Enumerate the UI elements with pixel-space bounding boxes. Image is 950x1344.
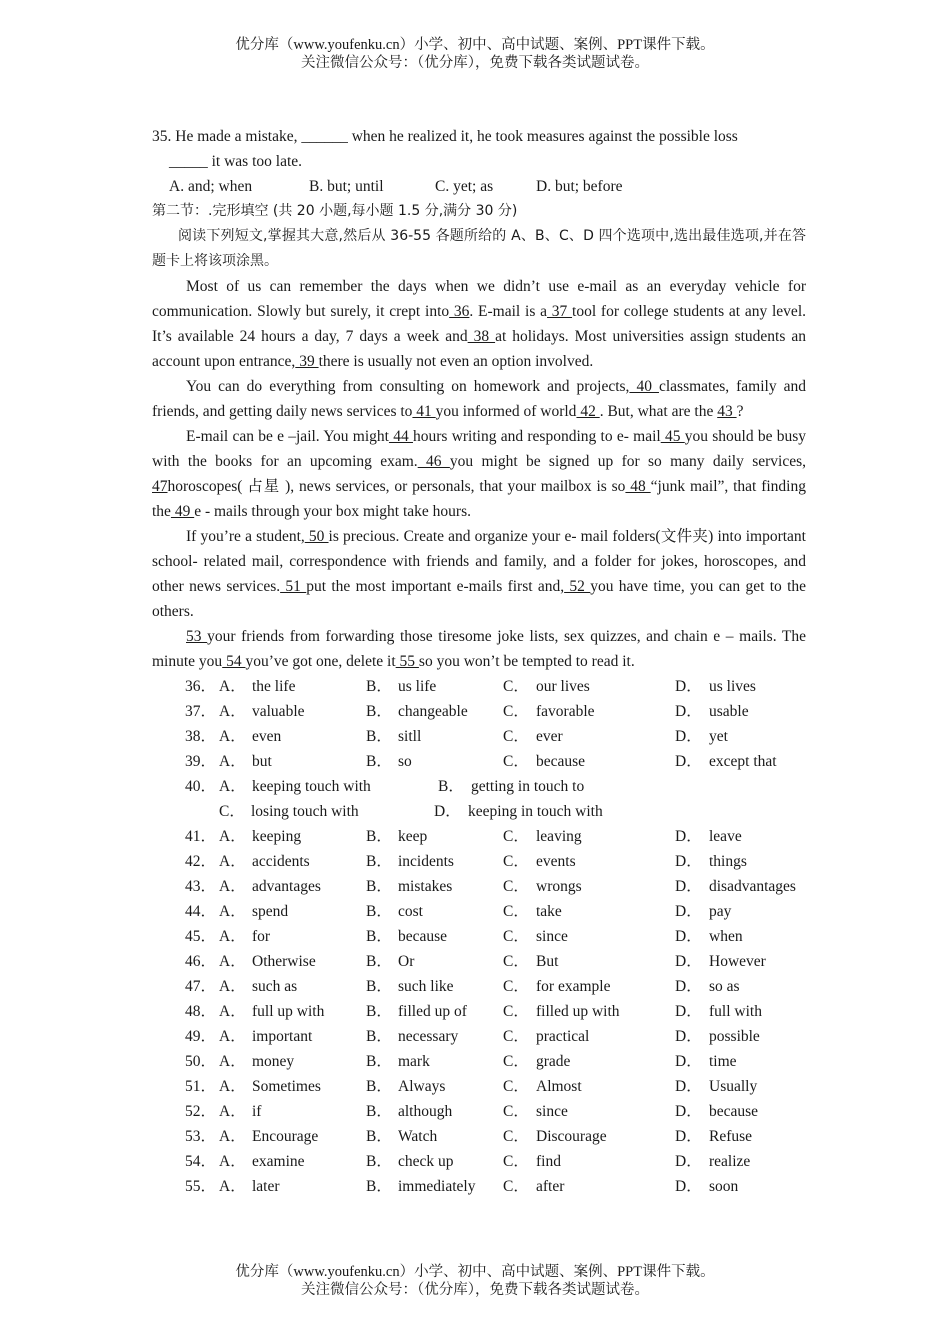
passage-text: If you’re a student, bbox=[186, 528, 305, 545]
question-number: 50． bbox=[185, 1053, 217, 1070]
option-b-text: keep bbox=[398, 828, 428, 845]
passage-text: you informed of world bbox=[435, 403, 577, 420]
option-letter: D． bbox=[675, 1153, 702, 1170]
option-letter: C． bbox=[503, 678, 529, 695]
option-letter: A． bbox=[219, 953, 246, 970]
option-d-text: usable bbox=[709, 703, 749, 720]
option-a-text: even bbox=[252, 728, 282, 745]
option-b-text: sitll bbox=[398, 728, 422, 745]
option-a-text: Sometimes bbox=[252, 1078, 321, 1095]
passage-text: classmates, family and friends, and getting daily news services to bbox=[152, 378, 807, 420]
option-a-text: money bbox=[252, 1053, 295, 1070]
question-number: 41． bbox=[185, 828, 217, 845]
question-row-38 bbox=[152, 724, 806, 749]
q35-option-b: B. but; until bbox=[309, 178, 384, 195]
option-letter: A． bbox=[219, 978, 246, 995]
blank-54: 54 bbox=[222, 653, 246, 670]
option-c-text: for example bbox=[536, 978, 611, 995]
option-b-text: incidents bbox=[398, 853, 454, 870]
blank-42: 42 bbox=[576, 403, 600, 420]
option-d-text: disadvantages bbox=[709, 878, 796, 895]
option-c-text: losing touch with bbox=[251, 803, 359, 820]
option-letter: C． bbox=[503, 1003, 529, 1020]
option-letter: C． bbox=[503, 853, 529, 870]
passage-text: there is usually not even an option involved. bbox=[318, 353, 594, 370]
option-c-text: wrongs bbox=[536, 878, 582, 895]
option-letter: B． bbox=[366, 1178, 392, 1195]
q35-option-d: D. but; before bbox=[536, 178, 623, 195]
section-instruction: 阅读下列短文,掌握其大意,然后从 36-55 各题所给的 A、B、C、D 四个选项中,选出最佳选项,并在答题卡上将该项涂黑。 bbox=[152, 228, 806, 269]
blank-55: 55 bbox=[395, 653, 419, 670]
passage-text: you should be busy with the books for an upcoming exam. bbox=[152, 428, 807, 470]
option-letter: A． bbox=[219, 853, 246, 870]
option-b-text: necessary bbox=[398, 1028, 459, 1045]
option-letter: A． bbox=[219, 1128, 246, 1145]
options-list bbox=[152, 674, 806, 1199]
option-letter: D． bbox=[675, 1178, 702, 1195]
option-b-text: so bbox=[398, 753, 412, 770]
option-b-text: immediately bbox=[398, 1178, 476, 1195]
option-letter: D． bbox=[675, 903, 702, 920]
option-a-text: spend bbox=[252, 903, 289, 920]
option-letter: D． bbox=[675, 1003, 702, 1020]
blank-52: 52 bbox=[564, 578, 591, 595]
q35-option-c: C. yet; as bbox=[435, 178, 494, 195]
option-letter: A． bbox=[219, 753, 246, 770]
option-letter: A． bbox=[219, 928, 246, 945]
option-b-text: Or bbox=[398, 953, 415, 970]
question-number: 46． bbox=[185, 953, 217, 970]
question-row-49 bbox=[152, 1024, 806, 1049]
passage-text: horoscopes( 占星 ), news services, or personals, that your mailbox is so bbox=[167, 478, 626, 495]
question-row-41 bbox=[152, 824, 806, 849]
option-letter: B． bbox=[366, 728, 392, 745]
option-a-text: such as bbox=[252, 978, 298, 995]
option-d-text: yet bbox=[709, 728, 728, 745]
option-letter: D． bbox=[675, 753, 702, 770]
option-letter: D． bbox=[675, 928, 702, 945]
option-letter: A． bbox=[219, 903, 246, 920]
blank-44: 44 bbox=[388, 428, 413, 445]
passage-text: put the most important e-mails first and, bbox=[306, 578, 565, 595]
option-a-text: valuable bbox=[252, 703, 305, 720]
question-35-stem-line1: 35. He made a mistake, ______ when he realized it, he took measures against the possible loss bbox=[152, 128, 738, 145]
option-c-text: find bbox=[536, 1153, 561, 1170]
option-d-text: us lives bbox=[709, 678, 756, 695]
question-row-54 bbox=[152, 1149, 806, 1174]
question-35-options bbox=[152, 174, 806, 199]
option-d-text: Refuse bbox=[709, 1128, 753, 1145]
option-letter: B． bbox=[366, 678, 392, 695]
option-letter: B． bbox=[366, 828, 392, 845]
option-letter: C． bbox=[503, 1153, 529, 1170]
option-letter: A． bbox=[219, 1028, 246, 1045]
passage-text: at holidays. Most universities assign students an account upon entrance, bbox=[152, 328, 806, 370]
question-row-51 bbox=[152, 1074, 806, 1099]
question-row-37 bbox=[152, 699, 806, 724]
blank-50: 50 bbox=[304, 528, 329, 545]
option-d-text: so as bbox=[709, 978, 740, 995]
option-c-text: ever bbox=[536, 728, 563, 745]
option-c-text: our lives bbox=[536, 678, 590, 695]
option-d-text: except that bbox=[709, 753, 777, 770]
question-row-43 bbox=[152, 874, 806, 899]
option-letter: C． bbox=[503, 703, 529, 720]
question-number: 49． bbox=[185, 1028, 217, 1045]
option-letter: C． bbox=[503, 1078, 529, 1095]
option-a-text: if bbox=[252, 1103, 262, 1120]
question-row-39 bbox=[152, 749, 806, 774]
option-letter: C． bbox=[219, 803, 245, 820]
footer-line-2: 关注微信公众号：（优分库），免费下载各类试题试卷。 bbox=[301, 1282, 649, 1298]
option-letter: C． bbox=[503, 978, 529, 995]
option-d-text: keeping in touch with bbox=[468, 803, 603, 820]
question-row-53 bbox=[152, 1124, 806, 1149]
option-letter: C． bbox=[503, 1053, 529, 1070]
option-letter: D． bbox=[675, 1053, 702, 1070]
question-row-48 bbox=[152, 999, 806, 1024]
question-row-40 bbox=[152, 774, 806, 799]
option-d-text: things bbox=[709, 853, 747, 870]
option-letter: B． bbox=[438, 778, 464, 795]
option-a-text: important bbox=[252, 1028, 313, 1045]
option-b-text: cost bbox=[398, 903, 423, 920]
option-letter: D． bbox=[675, 703, 702, 720]
option-letter: A． bbox=[219, 778, 246, 795]
option-c-text: practical bbox=[536, 1028, 590, 1045]
question-35-stem-line2: _____ it was too late. bbox=[169, 153, 303, 170]
option-letter: B． bbox=[366, 753, 392, 770]
question-row-44 bbox=[152, 899, 806, 924]
blank-41: 41 bbox=[412, 403, 436, 420]
option-letter: C． bbox=[503, 1028, 529, 1045]
question-number: 36． bbox=[185, 678, 217, 695]
option-d-text: when bbox=[709, 928, 743, 945]
question-row-46 bbox=[152, 949, 806, 974]
option-letter: A． bbox=[219, 1053, 246, 1070]
option-letter: C． bbox=[503, 1128, 529, 1145]
section-title: 第二节：.完形填空 (共 20 小题,每小题 1.5 分,满分 30 分) bbox=[152, 203, 518, 219]
blank-40: 40 bbox=[629, 378, 659, 395]
page-footer bbox=[0, 1263, 950, 1299]
option-letter: B． bbox=[366, 878, 392, 895]
q35-option-a: A. and; when bbox=[169, 178, 253, 195]
passage-text: You can do everything from consulting on homework and projects, bbox=[186, 378, 630, 395]
option-a-text: but bbox=[252, 753, 272, 770]
option-d-text: possible bbox=[709, 1028, 760, 1045]
option-d-text: However bbox=[709, 953, 766, 970]
option-letter: A． bbox=[219, 728, 246, 745]
option-letter: C． bbox=[503, 753, 529, 770]
option-c-text: favorable bbox=[536, 703, 595, 720]
option-letter: B． bbox=[366, 1103, 392, 1120]
question-row-42 bbox=[152, 849, 806, 874]
option-letter: C． bbox=[503, 928, 529, 945]
question-35-stem bbox=[152, 124, 806, 174]
passage-paragraph-3 bbox=[152, 424, 806, 524]
option-letter: D． bbox=[675, 1078, 702, 1095]
question-row-50 bbox=[152, 1049, 806, 1074]
option-b-text: Watch bbox=[398, 1128, 438, 1145]
option-c-text: because bbox=[536, 753, 586, 770]
passage-text: . But, what are the bbox=[599, 403, 718, 420]
question-row-45 bbox=[152, 924, 806, 949]
option-a-text: examine bbox=[252, 1153, 305, 1170]
option-b-text: mark bbox=[398, 1053, 430, 1070]
option-b-text: changeable bbox=[398, 703, 468, 720]
passage-text: you have time, you can get to the others. bbox=[152, 578, 807, 620]
option-a-text: Otherwise bbox=[252, 953, 316, 970]
option-letter: B． bbox=[366, 1053, 392, 1070]
option-c-text: filled up with bbox=[536, 1003, 620, 1020]
option-letter: D． bbox=[675, 978, 702, 995]
option-d-text: time bbox=[709, 1053, 737, 1070]
option-letter: B． bbox=[366, 953, 392, 970]
passage-text: “junk mail”, that finding the bbox=[152, 478, 806, 520]
option-c-text: Almost bbox=[536, 1078, 582, 1095]
option-letter: D． bbox=[675, 953, 702, 970]
question-row-47 bbox=[152, 974, 806, 999]
option-letter: B． bbox=[366, 703, 392, 720]
option-letter: C． bbox=[503, 828, 529, 845]
option-letter: A． bbox=[219, 1003, 246, 1020]
passage-text: tool for college students at any level. It’s available 24 hours a day, 7 days a week and bbox=[152, 303, 806, 345]
question-row-55 bbox=[152, 1174, 806, 1199]
blank-39: 39 bbox=[295, 353, 319, 370]
question-row-52 bbox=[152, 1099, 806, 1124]
passage-text: E-mail can be e –jail. You might bbox=[186, 428, 389, 445]
passage-text: Most of us can remember the days when we didn’t use e-mail as an everyday vehicle for communication. Slowly but surely, it crept into bbox=[152, 278, 806, 320]
option-b-text: us life bbox=[398, 678, 437, 695]
exam-content bbox=[152, 124, 806, 1199]
option-letter: B． bbox=[366, 903, 392, 920]
option-d-text: leave bbox=[709, 828, 742, 845]
option-letter: C． bbox=[503, 1103, 529, 1120]
question-number: 55． bbox=[185, 1178, 217, 1195]
question-number: 39． bbox=[185, 753, 217, 770]
blank-53: 53 bbox=[186, 628, 208, 645]
passage-text: you’ve got one, delete it bbox=[245, 653, 396, 670]
option-d-text: full with bbox=[709, 1003, 762, 1020]
option-b-text: check up bbox=[398, 1153, 454, 1170]
option-c-text: But bbox=[536, 953, 559, 970]
passage-text: you might be signed up for so many daily services, bbox=[449, 453, 806, 470]
question-number: 51． bbox=[185, 1078, 217, 1095]
option-a-text: keeping bbox=[252, 828, 302, 845]
blank-47: 47 bbox=[152, 478, 168, 495]
option-d-text: realize bbox=[709, 1153, 751, 1170]
question-number: 52． bbox=[185, 1103, 217, 1120]
option-b-text: getting in touch to bbox=[471, 778, 585, 795]
option-a-text: the life bbox=[252, 678, 296, 695]
passage-paragraph-5 bbox=[152, 624, 806, 674]
option-c-text: since bbox=[536, 1103, 568, 1120]
option-letter: B． bbox=[366, 1003, 392, 1020]
passage-text: e - mails through your box might take hours. bbox=[194, 503, 471, 520]
passage-paragraph-2 bbox=[152, 374, 806, 424]
option-letter: B． bbox=[366, 978, 392, 995]
option-letter: C． bbox=[503, 728, 529, 745]
option-c-text: since bbox=[536, 928, 568, 945]
option-b-text: filled up of bbox=[398, 1003, 467, 1020]
question-number: 47． bbox=[185, 978, 217, 995]
option-letter: D． bbox=[675, 1103, 702, 1120]
footer-line-1: 优分库（www.youfenku.cn）小学、初中、高中试题、案例、PPT课件下载。 bbox=[235, 1264, 715, 1280]
option-letter: C． bbox=[503, 878, 529, 895]
option-letter: B． bbox=[366, 1028, 392, 1045]
passage-paragraph-1 bbox=[152, 274, 806, 374]
option-d-text: pay bbox=[709, 903, 732, 920]
question-number: 54． bbox=[185, 1153, 217, 1170]
option-letter: B． bbox=[366, 853, 392, 870]
question-number: 43． bbox=[185, 878, 217, 895]
passage-text: your friends from forwarding those tiresome joke lists, sex quizzes, and chain e – mails. The minute you bbox=[152, 628, 807, 670]
option-a-text: later bbox=[252, 1178, 280, 1195]
option-letter: B． bbox=[366, 1078, 392, 1095]
option-letter: A． bbox=[219, 828, 246, 845]
option-a-text: for bbox=[252, 928, 271, 945]
passage-text: hours writing and responding to e- mail bbox=[412, 428, 661, 445]
option-letter: D． bbox=[675, 678, 702, 695]
option-letter: C． bbox=[503, 953, 529, 970]
option-b-text: because bbox=[398, 928, 448, 945]
question-row-40-continued bbox=[152, 799, 806, 824]
option-c-text: grade bbox=[536, 1053, 571, 1070]
option-letter: C． bbox=[503, 1178, 529, 1195]
page-header bbox=[0, 36, 950, 72]
option-c-text: events bbox=[536, 853, 576, 870]
option-a-text: advantages bbox=[252, 878, 321, 895]
passage-text: so you won’t be tempted to read it. bbox=[418, 653, 635, 670]
option-d-text: soon bbox=[709, 1178, 739, 1195]
passage-text: . E-mail is a bbox=[469, 303, 547, 320]
option-letter: D． bbox=[675, 828, 702, 845]
option-a-text: keeping touch with bbox=[252, 778, 371, 795]
option-letter: A． bbox=[219, 1103, 246, 1120]
blank-38: 38 bbox=[467, 328, 496, 345]
option-b-text: Always bbox=[398, 1078, 446, 1095]
option-d-text: because bbox=[709, 1103, 759, 1120]
question-number: 44． bbox=[185, 903, 217, 920]
blank-48: 48 bbox=[625, 478, 651, 495]
option-a-text: accidents bbox=[252, 853, 310, 870]
blank-51: 51 bbox=[280, 578, 307, 595]
option-letter: D． bbox=[675, 853, 702, 870]
option-d-text: Usually bbox=[709, 1078, 758, 1095]
blank-49: 49 bbox=[170, 503, 195, 520]
option-letter: A． bbox=[219, 878, 246, 895]
option-c-text: after bbox=[536, 1178, 565, 1195]
question-row-36 bbox=[152, 674, 806, 699]
blank-37: 37 bbox=[547, 303, 573, 320]
option-letter: D． bbox=[434, 803, 461, 820]
option-letter: D． bbox=[675, 1028, 702, 1045]
question-number: 38． bbox=[185, 728, 217, 745]
question-number: 42． bbox=[185, 853, 217, 870]
option-letter: C． bbox=[503, 903, 529, 920]
question-number: 53． bbox=[185, 1128, 217, 1145]
option-letter: A． bbox=[219, 1178, 246, 1195]
question-number: 40． bbox=[185, 778, 217, 795]
blank-43: 43 bbox=[717, 403, 737, 420]
blank-46: 46 bbox=[417, 453, 450, 470]
option-b-text: although bbox=[398, 1103, 453, 1120]
passage-text: ? bbox=[736, 403, 744, 420]
option-c-text: Discourage bbox=[536, 1128, 607, 1145]
option-letter: D． bbox=[675, 728, 702, 745]
passage-text: is precious. Create and organize your e- mail folders(文件夹) into important school- related mail, correspondence with friends and family, and a folder for jokes, horoscopes, and other news services. bbox=[152, 528, 806, 595]
option-letter: A． bbox=[219, 1153, 246, 1170]
option-c-text: take bbox=[536, 903, 562, 920]
blank-36: 36 bbox=[449, 303, 470, 320]
option-letter: D． bbox=[675, 1128, 702, 1145]
option-letter: B． bbox=[366, 928, 392, 945]
header-line-1: 优分库（www.youfenku.cn）小学、初中、高中试题、案例、PPT课件下载。 bbox=[235, 37, 715, 53]
question-number: 45． bbox=[185, 928, 217, 945]
option-b-text: mistakes bbox=[398, 878, 453, 895]
option-b-text: such like bbox=[398, 978, 454, 995]
question-number: 48． bbox=[185, 1003, 217, 1020]
option-letter: B． bbox=[366, 1128, 392, 1145]
option-letter: A． bbox=[219, 703, 246, 720]
option-letter: A． bbox=[219, 678, 246, 695]
option-letter: A． bbox=[219, 1078, 246, 1095]
blank-45: 45 bbox=[660, 428, 685, 445]
question-number: 37． bbox=[185, 703, 217, 720]
option-c-text: leaving bbox=[536, 828, 582, 845]
passage-paragraph-4 bbox=[152, 524, 806, 624]
option-letter: B． bbox=[366, 1153, 392, 1170]
option-a-text: full up with bbox=[252, 1003, 325, 1020]
header-line-2: 关注微信公众号：（优分库），免费下载各类试题试卷。 bbox=[301, 55, 649, 71]
option-letter: D． bbox=[675, 878, 702, 895]
option-a-text: Encourage bbox=[252, 1128, 319, 1145]
